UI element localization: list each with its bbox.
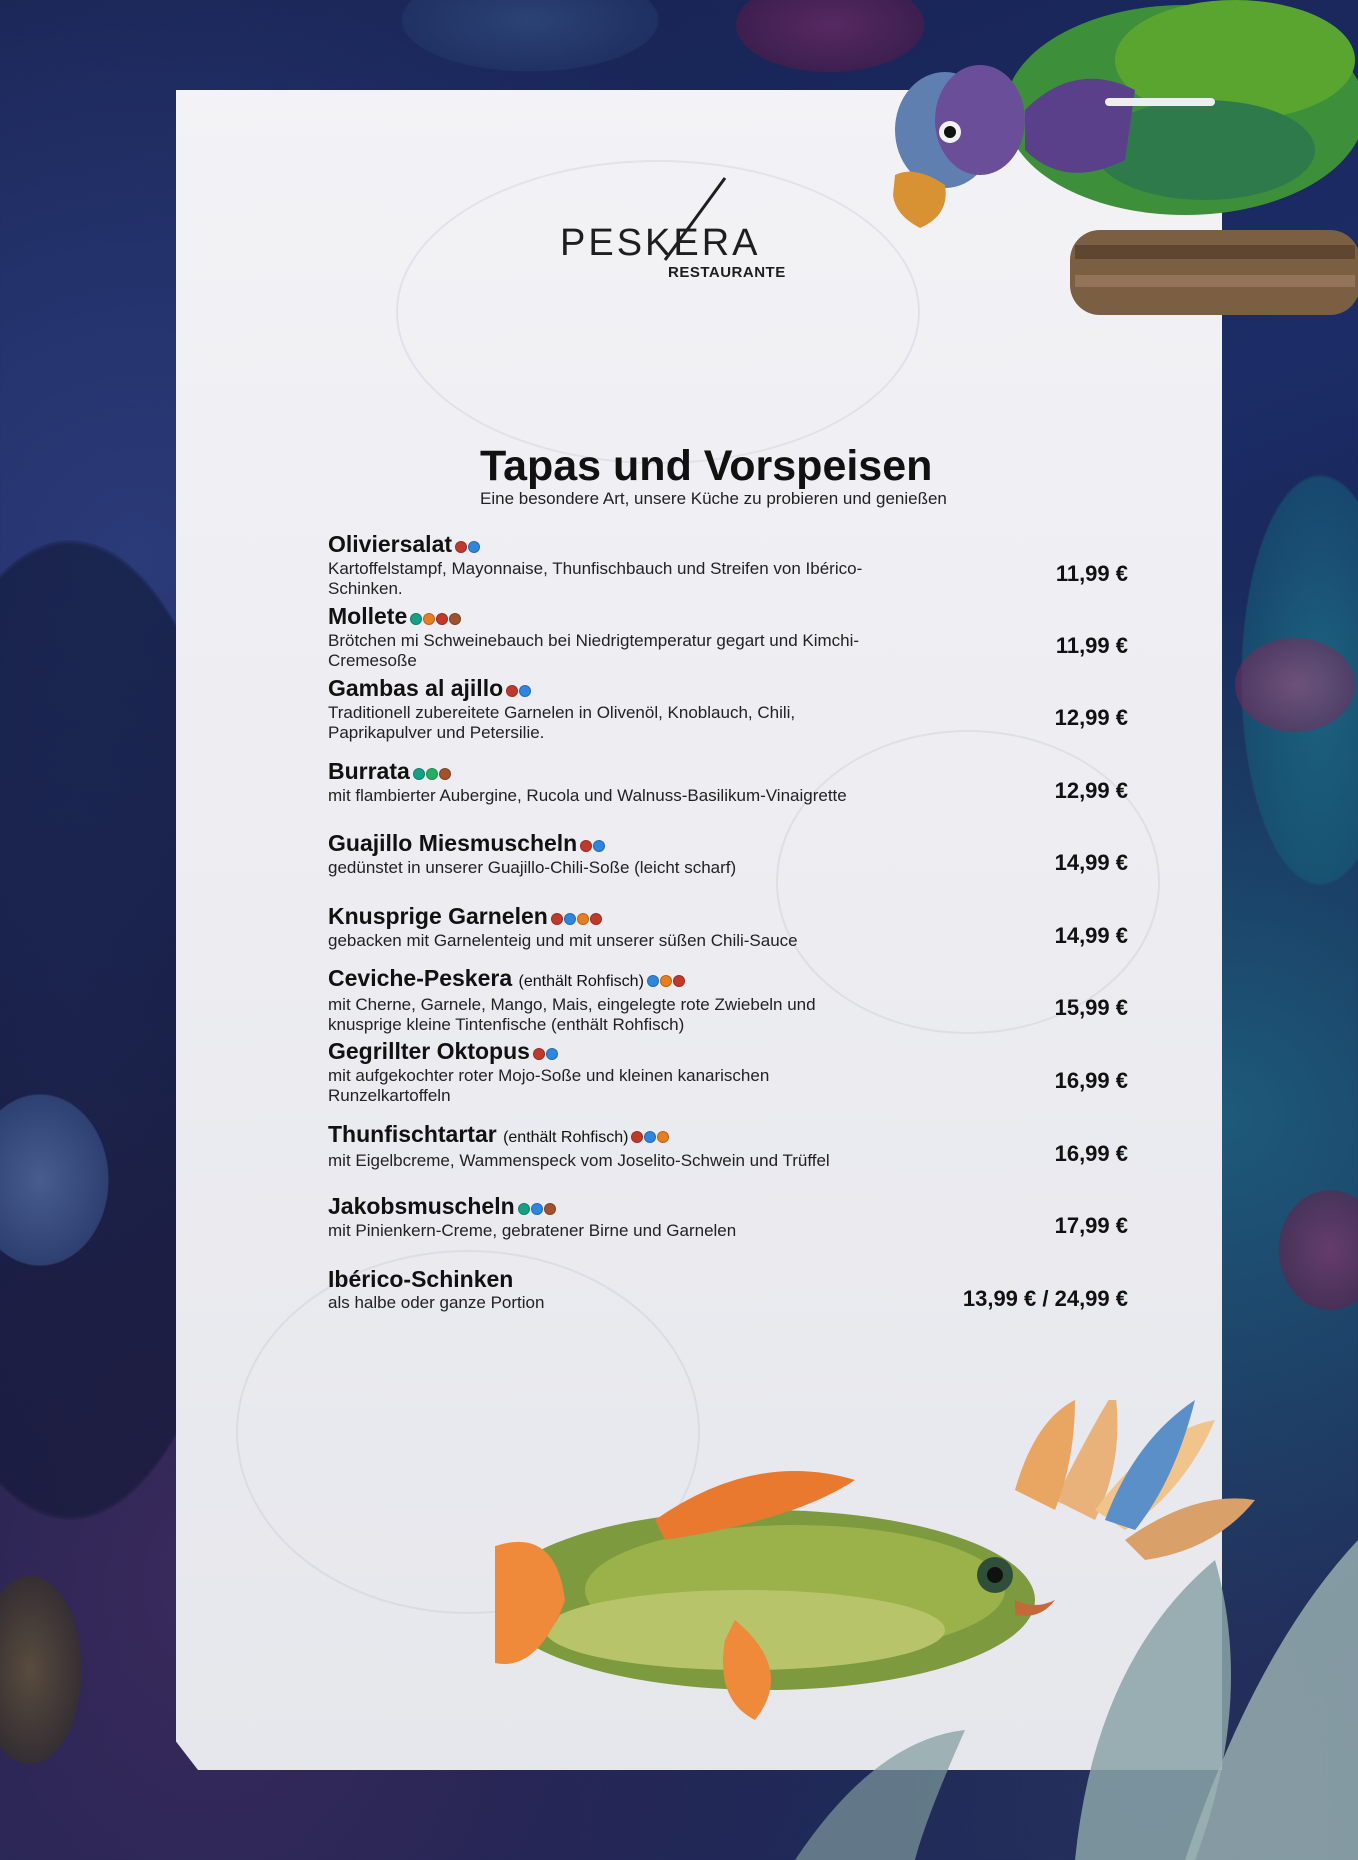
peskera-logo: [560, 172, 810, 287]
allergen-icon: [506, 685, 518, 697]
allergen-icon: [423, 613, 435, 625]
allergen-icon: [518, 1203, 530, 1215]
allergen-icon: [449, 613, 461, 625]
item-name: Oliviersalat: [328, 531, 453, 557]
item-description: gedünstet in unserer Guajillo-Chili-Soße (leicht scharf): [328, 858, 737, 878]
section-title: Tapas und Vorspeisen: [480, 442, 933, 490]
allergen-icon: [580, 840, 592, 852]
allergen-icons: [580, 831, 606, 858]
logo-wordmark: PESKERA: [560, 222, 761, 264]
item-price: 16,99 €: [1054, 1141, 1128, 1166]
allergen-icon: [468, 541, 480, 553]
item-price: 12,99 €: [1054, 778, 1128, 803]
item-description: mit aufgekochter roter Mojo-Soße und kleinen kanarischen Runzelkartoffeln: [328, 1066, 770, 1106]
item-price: 11,99 €: [1055, 633, 1128, 658]
background-fish-decoration: [0, 1560, 90, 1780]
allergen-icon: [426, 768, 438, 780]
allergen-icon: [455, 541, 467, 553]
menu-item: [328, 1266, 1128, 1313]
item-name: Gambas al ajillo: [328, 675, 504, 701]
section-header: [480, 443, 1040, 509]
menu-item: [328, 1121, 1128, 1171]
allergen-icon: [647, 975, 659, 987]
item-description: mit Pinienkern-Creme, gebratener Birne und Garnelen: [328, 1221, 737, 1241]
logo-subtitle: RESTAURANTE: [668, 264, 786, 281]
allergen-icon: [533, 1048, 545, 1060]
item-name: Guajillo Miesmuscheln: [328, 830, 578, 856]
item-price: 15,99 €: [1054, 995, 1128, 1020]
allergen-icon: [660, 975, 672, 987]
item-price: 11,99 €: [1055, 561, 1128, 586]
allergen-icon: [439, 768, 451, 780]
menu-item: [328, 1193, 1128, 1241]
section-subtitle: Eine besondere Art, unsere Küche zu probieren und genießen: [480, 489, 947, 508]
item-description: gebacken mit Garnelenteig und mit unserer süßen Chili-Sauce: [328, 931, 798, 951]
item-note: (enthält Rohfisch): [503, 1129, 629, 1146]
item-name: Mollete: [328, 603, 408, 629]
item-price: 14,99 €: [1054, 850, 1128, 875]
menu-item: [328, 830, 1128, 878]
item-description: als halbe oder ganze Portion: [328, 1293, 545, 1312]
allergen-icon: [590, 913, 602, 925]
menu-item: [328, 675, 1128, 743]
item-price: 13,99 € / 24,99 €: [962, 1286, 1128, 1311]
item-description: Brötchen mi Schweinebauch bei Niedrigtemperatur gegart und Kimchi-Cremesoße: [328, 631, 860, 671]
menu-item: [328, 758, 1128, 806]
parrot-illustration: [875, 0, 1358, 330]
allergen-icons: [506, 676, 532, 703]
allergen-icon: [519, 685, 531, 697]
item-name: Ibérico-Schinken: [328, 1266, 514, 1292]
allergen-icon: [410, 613, 422, 625]
allergen-icon: [593, 840, 605, 852]
allergen-icon: [564, 913, 576, 925]
allergen-icon: [631, 1131, 643, 1143]
menu-item: [328, 531, 1128, 599]
allergen-icon: [544, 1203, 556, 1215]
item-price: 14,99 €: [1054, 923, 1128, 948]
item-name: Thunfischtartar: [328, 1121, 497, 1147]
item-name: Gegrillter Oktopus: [328, 1038, 530, 1064]
allergen-icons: [533, 1039, 559, 1066]
background-coral-decoration: [380, 0, 680, 80]
allergen-icon: [436, 613, 448, 625]
background-fish-decoration: [1225, 630, 1358, 740]
item-description: mit Cherne, Garnele, Mango, Mais, eingelegte rote Zwiebeln und knusprige kleine Tintenfische (enthält Rohfisch): [328, 995, 816, 1034]
allergen-icons: [413, 759, 452, 786]
item-description: Kartoffelstampf, Mayonnaise, Thunfischbauch und Streifen von Ibérico-Schinken.: [328, 559, 863, 599]
allergen-icon: [413, 768, 425, 780]
item-name: Knusprige Garnelen: [328, 903, 548, 929]
item-name: Jakobsmuscheln: [328, 1193, 515, 1219]
item-name: Ceviche-Peskera: [328, 965, 513, 991]
allergen-icon: [546, 1048, 558, 1060]
menu-item: [328, 603, 1128, 671]
item-name: Burrata: [328, 758, 410, 784]
menu-item: [328, 965, 1128, 1035]
background-fish-decoration: [1270, 1180, 1358, 1320]
allergen-icons: [518, 1194, 557, 1221]
allergen-icon: [657, 1131, 669, 1143]
allergen-icon: [644, 1131, 656, 1143]
allergen-icon: [577, 913, 589, 925]
allergen-icons: [647, 966, 686, 993]
allergen-icons: [455, 532, 481, 559]
item-description: mit Eigelbcreme, Wammenspeck vom Joselito-Schwein und Trüffel: [328, 1151, 830, 1170]
allergen-icons: [410, 604, 462, 631]
allergen-icon: [673, 975, 685, 987]
allergen-icon: [551, 913, 563, 925]
menu-item: [328, 1038, 1128, 1106]
item-price: 16,99 €: [1054, 1068, 1128, 1093]
item-note: (enthält Rohfisch): [518, 973, 644, 990]
allergen-icons: [551, 904, 603, 931]
item-price: 12,99 €: [1054, 705, 1128, 730]
item-price: 17,99 €: [1054, 1213, 1128, 1238]
item-description: mit flambierter Aubergine, Rucola und Walnuss-Basilikum-Vinaigrette: [328, 786, 847, 806]
allergen-icons: [631, 1122, 670, 1149]
allergen-icon: [531, 1203, 543, 1215]
menu-item: [328, 903, 1128, 951]
item-description: Traditionell zubereitete Garnelen in Olivenöl, Knoblauch, Chili, Paprikapulver und Petersilie.: [328, 703, 796, 743]
fish-flower-illustration: [495, 1400, 1358, 1860]
